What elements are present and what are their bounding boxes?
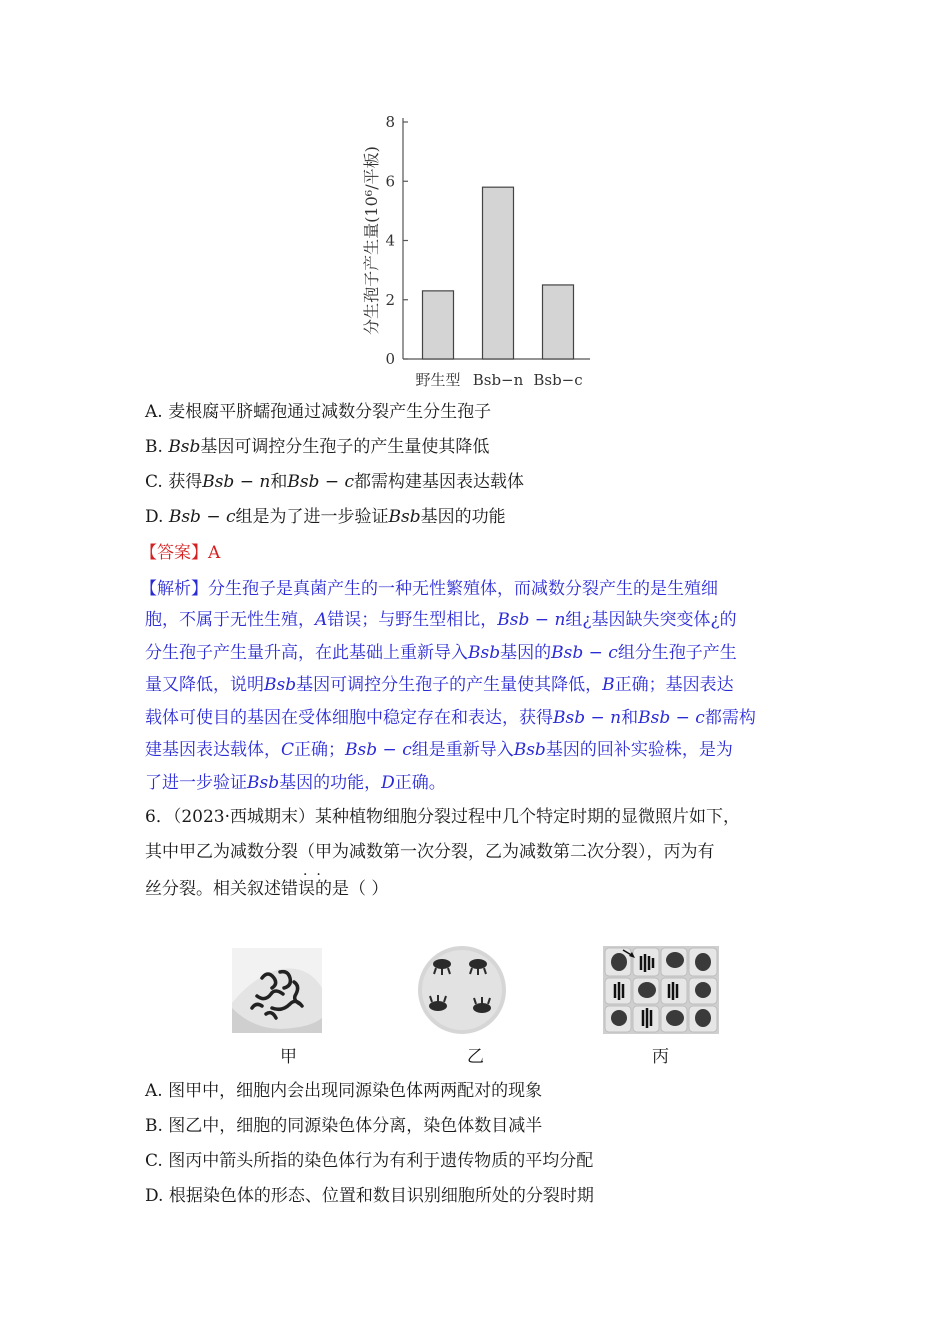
bar <box>483 187 514 359</box>
q6-option-a: A. 图甲中，细胞内会出现同源染色体两两配对的现象 <box>145 1081 543 1101</box>
x-tick-label: Bsb−n <box>472 371 524 389</box>
q5-option-c: C. 获得Bsb − n和Bsb − c都需构建基因表达载体 <box>145 472 525 492</box>
x-tick-label: 野生型 <box>415 371 461 389</box>
analysis-line-6: 建基因表达载体，C正确；Bsb − c组是重新导入Bsb基因的回补实验株，是为 <box>145 740 733 760</box>
q6-option-c: C. 图丙中箭头所指的染色体行为有利于遗传物质的平均分配 <box>145 1151 594 1171</box>
spore-bar-chart <box>355 108 595 393</box>
q6-option-b: B. 图乙中，细胞的同源染色体分离，染色体数目减半 <box>145 1116 543 1136</box>
x-tick-label: Bsb−c <box>533 371 583 389</box>
analysis-line-4: 量又降低，说明Bsb基因可调控分生孢子的产生量使其降低，B正确；基因表达 <box>145 675 734 695</box>
q6-option-d: D. 根据染色体的形态、位置和数目识别细胞所处的分裂时期 <box>145 1186 594 1206</box>
caption-yi: 乙 <box>467 1047 484 1067</box>
analysis-line-1: 【解析】分生孢子是真菌产生的一种无性繁殖体，而减数分裂产生的是生殖细 <box>140 579 718 599</box>
caption-jia: 甲 <box>280 1047 297 1067</box>
micrograph-jia <box>232 948 322 1033</box>
q5-option-d: D. Bsb − c组是为了进一步验证Bsb基因的功能 <box>145 507 506 527</box>
q6-stem-line-2: 其中甲乙为减数分裂（甲为减数第一次分裂，乙为减数第二次分裂），丙为有 <box>145 842 715 862</box>
y-tick-label: 2 <box>385 290 395 309</box>
y-tick-label: 0 <box>385 350 395 368</box>
q5-option-a: A. 麦根腐平脐蠕孢通过减数分裂产生分生孢子 <box>145 402 492 422</box>
caption-bing: 丙 <box>652 1047 669 1067</box>
y-tick-label: 6 <box>385 172 395 191</box>
answer-line: 【答案】A <box>140 543 221 563</box>
analysis-line-5: 载体可使目的基因在受体细胞中稳定存在和表达，获得Bsb − n和Bsb − c都需构 <box>145 708 756 728</box>
analysis-line-3: 分生孢子产生量升高，在此基础上重新导入Bsb基因的Bsb − c组分生孢子产生 <box>145 643 737 663</box>
micrograph-bing <box>603 946 719 1034</box>
y-axis-label: 分生孢子产生量(10⁶/平板) <box>362 146 381 335</box>
q5-option-b: B. Bsb基因可调控分生孢子的产生量使其降低 <box>145 437 490 457</box>
emphasis-dots: · · <box>303 867 321 883</box>
y-tick-label: 8 <box>385 113 395 131</box>
analysis-line-7: 了进一步验证Bsb基因的功能，D正确。 <box>145 773 446 793</box>
micrograph-yi <box>418 946 506 1034</box>
y-tick-label: 4 <box>385 231 395 250</box>
bar <box>423 291 454 359</box>
bar <box>543 285 574 359</box>
chart-bars <box>423 187 574 359</box>
q6-stem-line-1: 6．（2023·西城期末）某种植物细胞分裂过程中几个特定时期的显微照片如下， <box>145 807 740 827</box>
q6-stem-line-3: 丝分裂。相关叙述错误的是（ ） <box>145 879 389 899</box>
analysis-line-2: 胞，不属于无性生殖，A错误；与野生型相比，Bsb − n组¿基因缺失突变体¿的 <box>145 610 737 630</box>
